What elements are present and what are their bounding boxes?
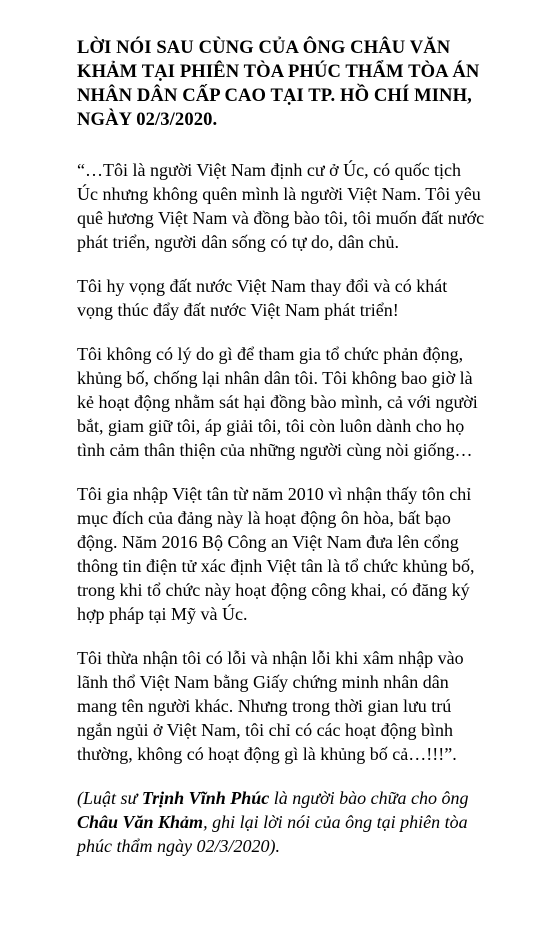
note-lawyer-name: Trịnh Vĩnh Phúc bbox=[141, 788, 270, 808]
note-defendant-name: Châu Văn Khảm bbox=[77, 812, 204, 832]
note-middle: là người bào chữa cho ông bbox=[269, 788, 469, 808]
note-open: (Luật sư bbox=[77, 788, 142, 808]
document-title: LỜI NÓI SAU CÙNG CỦA ÔNG CHÂU VĂN KHẢM TẠI PHIÊN TÒA PHÚC THẨM TÒA ÁN NHÂN DÂN CẤP CAO TẠI TP. HỒ CHÍ MINH, NGÀY 02/3/2020. bbox=[77, 37, 480, 130]
paragraph-admission: Tôi thừa nhận tôi có lỗi và nhận lỗi khi xâm nhập vào lãnh thổ Việt Nam bằng Giấy chứng minh nhân dân mang tên người khác. Nhưng trong thời gian lưu trú ngắn ngủi ở Việt Nam, tôi chỉ có các hoạt động bình thường, không có hoạt động gì là khủng bố cả…!!!”. bbox=[77, 648, 464, 764]
paragraph-hope: Tôi hy vọng đất nước Việt Nam thay đổi và có khát vọng thúc đẩy đất nước Việt Nam phát triển! bbox=[77, 276, 448, 320]
lawyer-note bbox=[77, 786, 485, 858]
paragraph-viet-tan: Tôi gia nhập Việt tân từ năm 2010 vì nhận thấy tôn chỉ mục đích của đảng này là hoạt động ôn hòa, bất bạo động. Năm 2016 Bộ Công an Việt Nam đưa lên cổng thông tin điện tử xác định Việt tân là tổ chức khủng bố, trong khi tổ chức này hoạt động công khai, có đăng ký hợp pháp tại Mỹ và Úc. bbox=[77, 484, 475, 624]
note-close: , ghi lại lời nói của ông tại phiên tòa phúc thẩm ngày 02/3/2020). bbox=[77, 812, 468, 856]
paragraph-no-reason: Tôi không có lý do gì để tham gia tổ chức phản động, khủng bố, chống lại nhân dân tôi. Tôi không bao giờ là kẻ hoạt động nhằm sát hại đồng bào mình, cả với người bắt, giam giữ tôi, áp giải tôi, tôi còn luôn dành cho họ tình cảm thân thiện của những người cùng nòi giống… bbox=[77, 344, 478, 460]
paragraph-intro: “…Tôi là người Việt Nam định cư ở Úc, có quốc tịch Úc nhưng không quên mình là người Việt Nam. Tôi yêu quê hương Việt Nam và đồng bào tôi, tôi muốn đất nước phát triển, người dân sống có tự do, dân chủ. bbox=[77, 160, 485, 252]
